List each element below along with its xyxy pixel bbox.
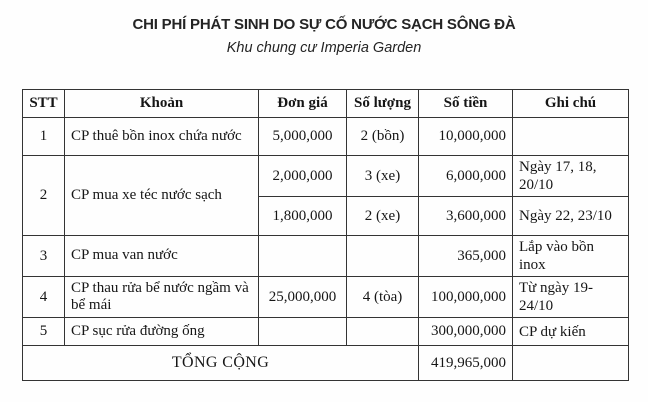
column-header-ghi-chu: Ghi chú (513, 90, 629, 118)
cell-unit-price: 1,800,000 (259, 197, 347, 236)
cell-item: CP thau rửa bể nước ngầm và bể mái (65, 277, 259, 318)
cell-quantity: 3 (xe) (347, 156, 419, 197)
cell-quantity: 2 (xe) (347, 197, 419, 236)
table-row (23, 318, 629, 346)
cell-stt: 5 (23, 318, 65, 346)
cell-item: CP sục rửa đường ống (65, 318, 259, 346)
cell-unit-price (259, 318, 347, 346)
cell-quantity: 2 (bồn) (347, 118, 419, 156)
document-title: CHI PHÍ PHÁT SINH DO SỰ CỐ NƯỚC SẠCH SÔNG ĐÀ (132, 16, 516, 33)
column-header-so-luong: Số lượng (347, 90, 419, 118)
cell-note (513, 118, 629, 156)
total-amount: 419,965,000 (419, 346, 513, 381)
cell-note: Ngày 17, 18, 20/10 (513, 156, 629, 197)
cell-amount: 6,000,000 (419, 156, 513, 197)
cell-unit-price: 5,000,000 (259, 118, 347, 156)
cell-stt: 4 (23, 277, 65, 318)
total-note (513, 346, 629, 381)
cell-unit-price: 2,000,000 (259, 156, 347, 197)
table-row (23, 118, 629, 156)
cell-note: CP dự kiến (513, 318, 629, 346)
cell-item: CP thuê bồn inox chứa nước (65, 118, 259, 156)
table-row (23, 156, 629, 197)
cell-amount: 3,600,000 (419, 197, 513, 236)
column-header-so-tien: Số tiền (419, 90, 513, 118)
cell-amount: 100,000,000 (419, 277, 513, 318)
cell-item: CP mua van nước (65, 236, 259, 277)
cell-stt: 3 (23, 236, 65, 277)
cell-note: Ngày 22, 23/10 (513, 197, 629, 236)
cell-stt: 1 (23, 118, 65, 156)
document-subtitle: Khu chung cư Imperia Garden (226, 40, 422, 56)
table-row (23, 277, 629, 318)
cell-note: Lắp vào bồn inox (513, 236, 629, 277)
cell-quantity (347, 236, 419, 277)
cell-quantity: 4 (tòa) (347, 277, 419, 318)
cell-note: Từ ngày 19-24/10 (513, 277, 629, 318)
cost-table (22, 89, 629, 381)
column-header-stt: STT (23, 90, 65, 118)
column-header-khoan: Khoản (65, 90, 259, 118)
cell-unit-price: 25,000,000 (259, 277, 347, 318)
column-header-don-gia: Đơn giá (259, 90, 347, 118)
cell-stt: 2 (23, 156, 65, 236)
cell-unit-price (259, 236, 347, 277)
table-row (23, 236, 629, 277)
cell-amount: 300,000,000 (419, 318, 513, 346)
cell-amount: 365,000 (419, 236, 513, 277)
total-label: TỔNG CỘNG (23, 346, 419, 381)
table-total-row (23, 346, 629, 381)
cell-quantity (347, 318, 419, 346)
cell-amount: 10,000,000 (419, 118, 513, 156)
table-header-row (23, 90, 629, 118)
cell-item: CP mua xe téc nước sạch (65, 156, 259, 236)
